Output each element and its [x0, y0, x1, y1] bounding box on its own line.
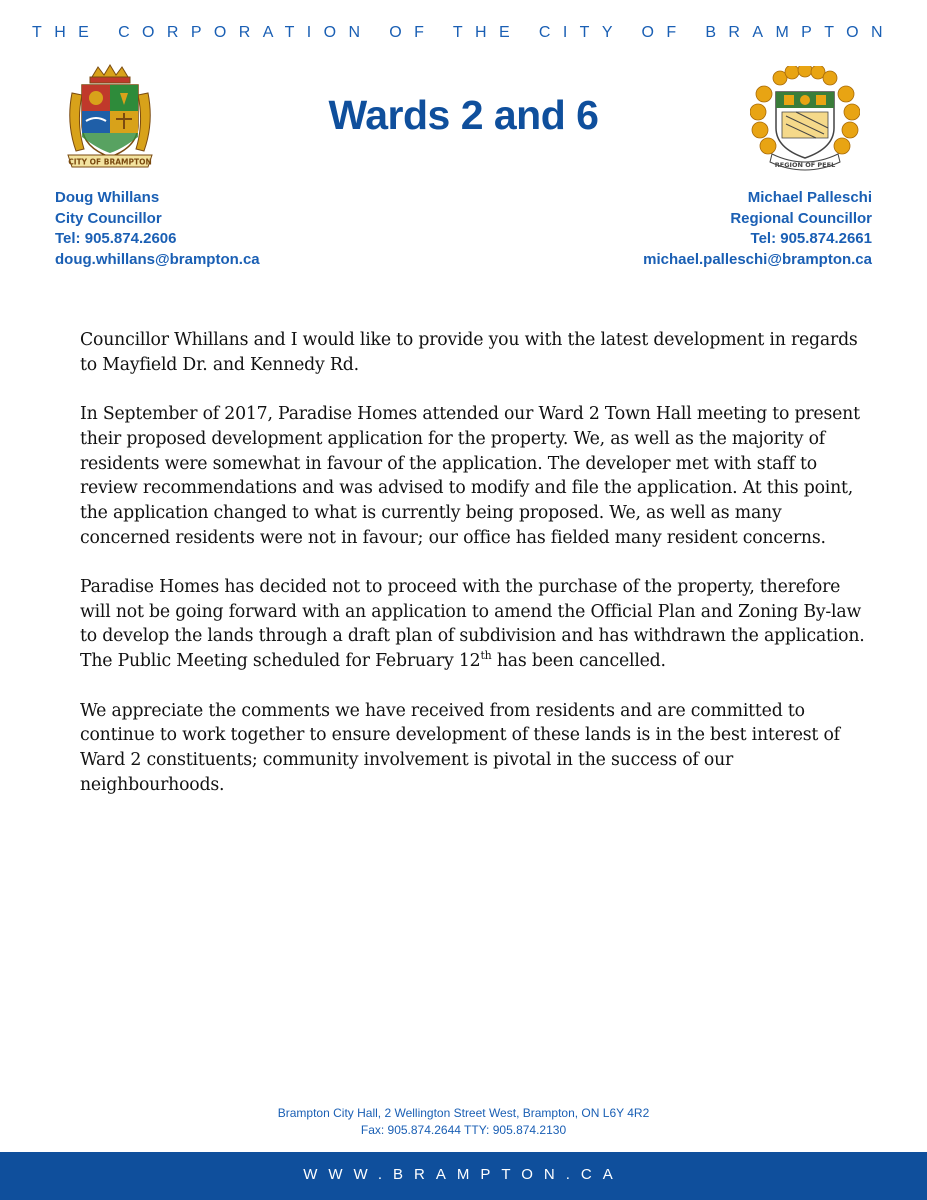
paragraph-history: In September of 2017, Paradise Homes attended our Ward 2 Town Hall meeting to present their proposed development application for the property. We, as well as the majority of residents were somewhat in favour of the application. The developer met with staff to review recommendations and was advised to modify and file the application. At this point, the application changed to what is currently being proposed. We, as well as many concerned residents were not in favour; our office has fielded many resident concerns. [80, 404, 860, 548]
left-contact-tel: Tel: 905.874.2606 [55, 230, 177, 247]
paragraph-withdrawal [80, 575, 870, 674]
right-crest-label: REGION OF PEEL [774, 161, 836, 169]
paragraph-intro: Councillor Whillans and I would like to provide you with the latest development in regards to Mayfield Dr. and Kennedy Rd. [80, 330, 858, 375]
corporation-header: THE CORPORATION OF THE CITY OF BRAMPTON [32, 24, 895, 41]
footer-address: Brampton City Hall, 2 Wellington Street West, Brampton, ON L6Y 4R2 [277, 1106, 650, 1120]
footer-website-link[interactable]: WWW.BRAMPTON.CA [303, 1166, 624, 1183]
left-contact-email[interactable]: doug.whillans@brampton.ca [55, 250, 260, 268]
paragraph-withdrawal-end: has been cancelled. [491, 651, 666, 672]
left-crest-label: CITY OF BRAMPTON [68, 157, 152, 167]
left-contact-block [55, 188, 260, 270]
footer-address-block [0, 1105, 927, 1139]
left-contact-name: Doug Whillans [55, 189, 160, 206]
page-title: Wards 2 and 6 [328, 92, 599, 138]
ordinal-suffix: th [480, 649, 492, 663]
paragraph-closing: We appreciate the comments we have received from residents and are committed to continue to work together to ensure development of these lands is in the best interest of Ward 2 constituents; community involvement is pivotal in the success of our neighbourhoods. [80, 700, 840, 795]
right-contact-block [643, 188, 872, 270]
left-contact-role: City Councillor [55, 209, 162, 227]
right-contact-email[interactable]: michael.palleschi@brampton.ca [643, 250, 872, 268]
footer-phones: Fax: 905.874.2644 TTY: 905.874.2130 [360, 1123, 567, 1137]
letter-body [80, 328, 870, 822]
right-contact-role: Regional Councillor [730, 209, 872, 227]
region-of-peel-crest-icon [750, 66, 860, 178]
footer-bar [0, 1152, 927, 1200]
right-contact-tel: Tel: 905.874.2661 [750, 230, 872, 247]
paragraph-withdrawal-text: Paradise Homes has decided not to proceed with the purchase of the property, therefore will not be going forward with an application to amend the Official Plan and Zoning By-law to develop the lands through a draft plan of subdivision and has withdrawn the application. The Public Meeting scheduled for February 12 [80, 577, 865, 672]
right-contact-name: Michael Palleschi [747, 189, 872, 206]
